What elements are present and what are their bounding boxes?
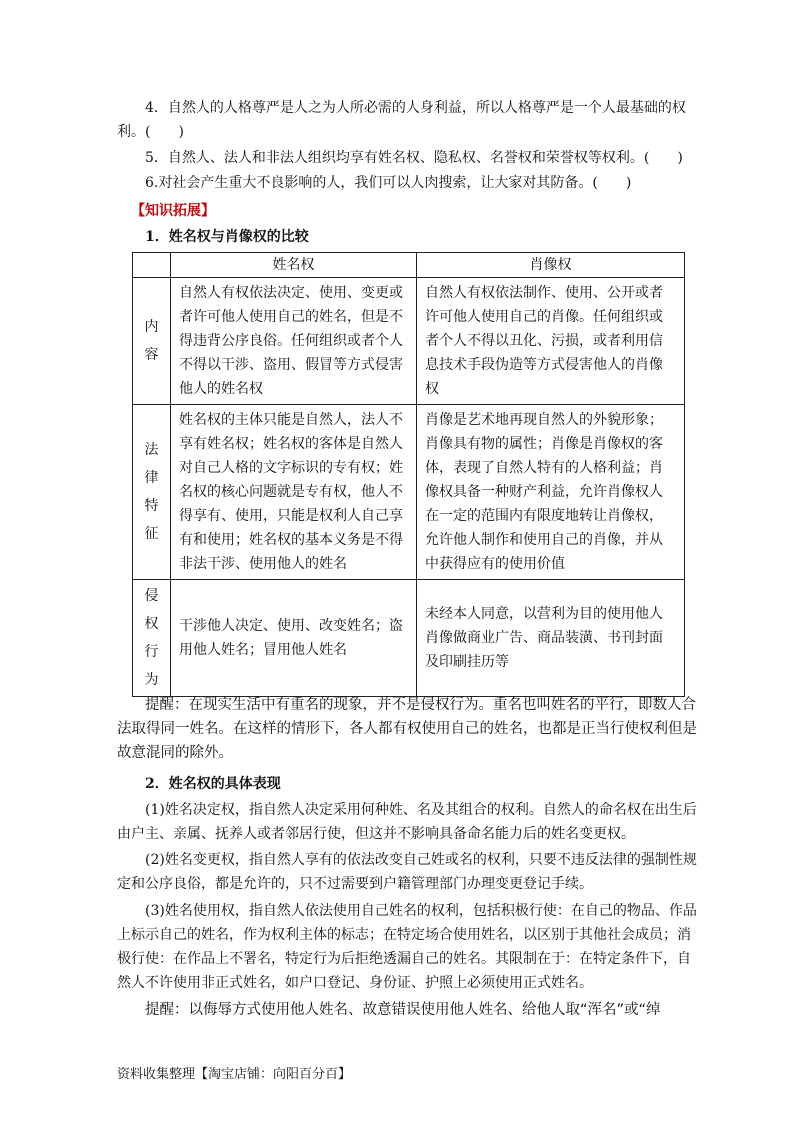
tip-paragraph-2: 提醒：以侮辱方式使用他人姓名、故意错误使用他人姓名、给他人取“浑名”或“绰 [145, 1002, 661, 1018]
table-header-name-right: 姓名权 [171, 253, 417, 278]
table-row [133, 278, 685, 405]
section-title: 【知识拓展】 [131, 203, 215, 219]
table-cell: 自然人有权依法制作、使用、公开或者许可他人使用自己的肖像。任何组织或者个人不得以丑化、污损，或者利用信息技术手段伪造等方式侵害他人的肖像权 [417, 278, 685, 405]
point-3: (3)姓名使用权，指自然人依法使用自己姓名的权利，包括积极行使：在自己的物品、作品上标示自己的姓名，作为权利主体的标志；在特定场合使用姓名，以区别于其他社会成员；消极行使：在作品上不署名，特定行为后拒绝透漏自己的姓名。其限制在于：在特定条件下，自然人不许使用非正式姓名，如户口登记、身份证、护照上必须使用正式姓名。 [117, 903, 697, 991]
table-row [133, 405, 685, 580]
point-2: (2)姓名变更权，指自然人享有的依法改变自己姓或名的权利，只要不违反法律的强制性规定和公序良俗，都是允许的，只不过需要到户籍管理部门办理变更登记手续。 [117, 852, 697, 892]
subsection-1-title: 1．姓名权与肖像权的比较 [145, 229, 309, 245]
subsection-2-title: 2．姓名权的具体表现 [145, 776, 281, 792]
table-cell: 自然人有权依法决定、使用、变更或者许可他人使用自己的姓名，但是不得违背公序良俗。任何组织或者个人不得以干涉、盗用、假冒等方式侵害他人的姓名权 [171, 278, 417, 405]
table-cell: 肖像是艺术地再现自然人的外貌形象；肖像具有物的属性；肖像是肖像权的客体，表现了自然人特有的人格利益；肖像权具备一种财产利益，允许肖像权人在一定的范围内有限度地转让肖像权，允许他人制作和使用自己的肖像，并从中获得应有的使用价值 [417, 405, 685, 580]
comparison-table [132, 252, 685, 697]
table-header-row [133, 253, 685, 278]
footer-source: 资料收集整理【淘宝店铺：向阳百分百】 [117, 1067, 352, 1082]
question-6: 6.对社会产生重大不良影响的人，我们可以人肉搜索，让大家对其防备。( ) [145, 175, 632, 191]
row-label-content [133, 278, 171, 405]
point-1: (1)姓名决定权，指自然人决定采用何种姓、名及其组合的权利。自然人的命名权在出生后由户主、亲属、抚养人或者邻居行使，但这并不影响具备命名能力后的姓名变更权。 [117, 802, 697, 842]
table-cell: 姓名权的主体只能是自然人，法人不享有姓名权；姓名权的客体是自然人对自己人格的文字标识的专有权；姓名权的核心问题就是专有权，他人不得享有、使用，只能是权利人自己享有和使用；姓名权的基本义务是不得非法干涉、使用他人的姓名 [171, 405, 417, 580]
row-label-infringement [133, 580, 171, 697]
row-label-text: 内容 [144, 319, 159, 363]
table-header-portrait-right: 肖像权 [417, 253, 685, 278]
table-header-empty [133, 253, 171, 278]
tip-paragraph-1: 提醒：在现实生活中有重名的现象，并不是侵权行为。重名也叫姓名的平行，即数人合法取得同一姓名。在这样的情形下，各人都有权使用自己的姓名，也都是正当行使权利但是故意混同的除外。 [117, 697, 697, 761]
question-4: 4．自然人的人格尊严是人之为人所必需的人身利益，所以人格尊严是一个人最基础的权利。( ) [117, 100, 686, 140]
table-row [133, 580, 685, 697]
row-label-text: 法律特征 [144, 442, 159, 542]
row-label-legal-features [133, 405, 171, 580]
row-label-text: 侵权行为 [144, 588, 159, 688]
table-cell: 干涉他人决定、使用、改变姓名；盗用他人姓名；冒用他人姓名 [171, 580, 417, 697]
table-cell: 未经本人同意，以营利为目的使用他人肖像做商业广告、商品装潢、书刊封面及印刷挂历等 [417, 580, 685, 697]
question-5: 5．自然人、法人和非法人组织均享有姓名权、隐私权、名誉权和荣誉权等权利。( ) [145, 150, 683, 166]
